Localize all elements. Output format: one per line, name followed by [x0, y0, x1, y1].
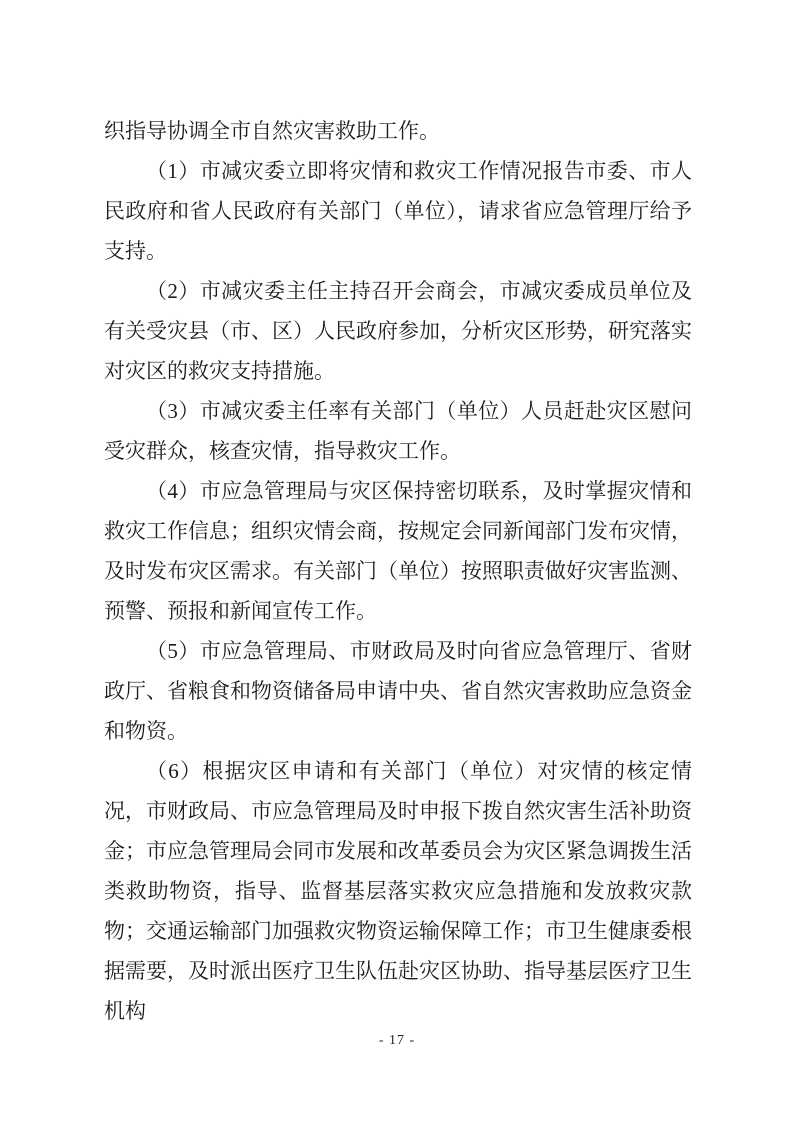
paragraph: （4）市应急管理局与灾区保持密切联系，及时掌握灾情和救灾工作信息；组织灾情会商，按规定会同新闻部门发布灾情，及时发布灾区需求。有关部门（单位）按照职责做好灾害监测、预警、预报和新闻宣传工作。	[104, 479, 692, 623]
page-number: - 17 -	[378, 1033, 416, 1048]
paragraph: 织指导协调全市自然灾害救助工作。	[104, 119, 440, 143]
document-body	[104, 111, 692, 1031]
paragraph: （6）根据灾区申请和有关部门（单位）对灾情的核定情况，市财政局、市应急管理局及时申报下拨自然灾害生活补助资金；市应急管理局会同市发展和改革委员会为灾区紧急调拨生活类救助物资，指导、监督基层落实救灾应急措施和发放救灾款物；交通运输部门加强救灾物资运输保障工作；市卫生健康委根据需要，及时派出医疗卫生队伍赴灾区协助、指导基层医疗卫生机构	[104, 759, 692, 1023]
paragraph: （2）市减灾委主任主持召开会商会，市减灾委成员单位及有关受灾县（市、区）人民政府参加，分析灾区形势，研究落实对灾区的救灾支持措施。	[104, 279, 692, 383]
paragraph: （1）市减灾委立即将灾情和救灾工作情况报告市委、市人民政府和省人民政府有关部门（单位），请求省应急管理厅给予支持。	[104, 159, 692, 263]
paragraph: （5）市应急管理局、市财政局及时向省应急管理厅、省财政厅、省粮食和物资储备局申请中央、省自然灾害救助应急资金和物资。	[104, 639, 692, 743]
paragraph: （3）市减灾委主任率有关部门（单位）人员赶赴灾区慰问受灾群众，核查灾情，指导救灾工作。	[104, 399, 692, 463]
